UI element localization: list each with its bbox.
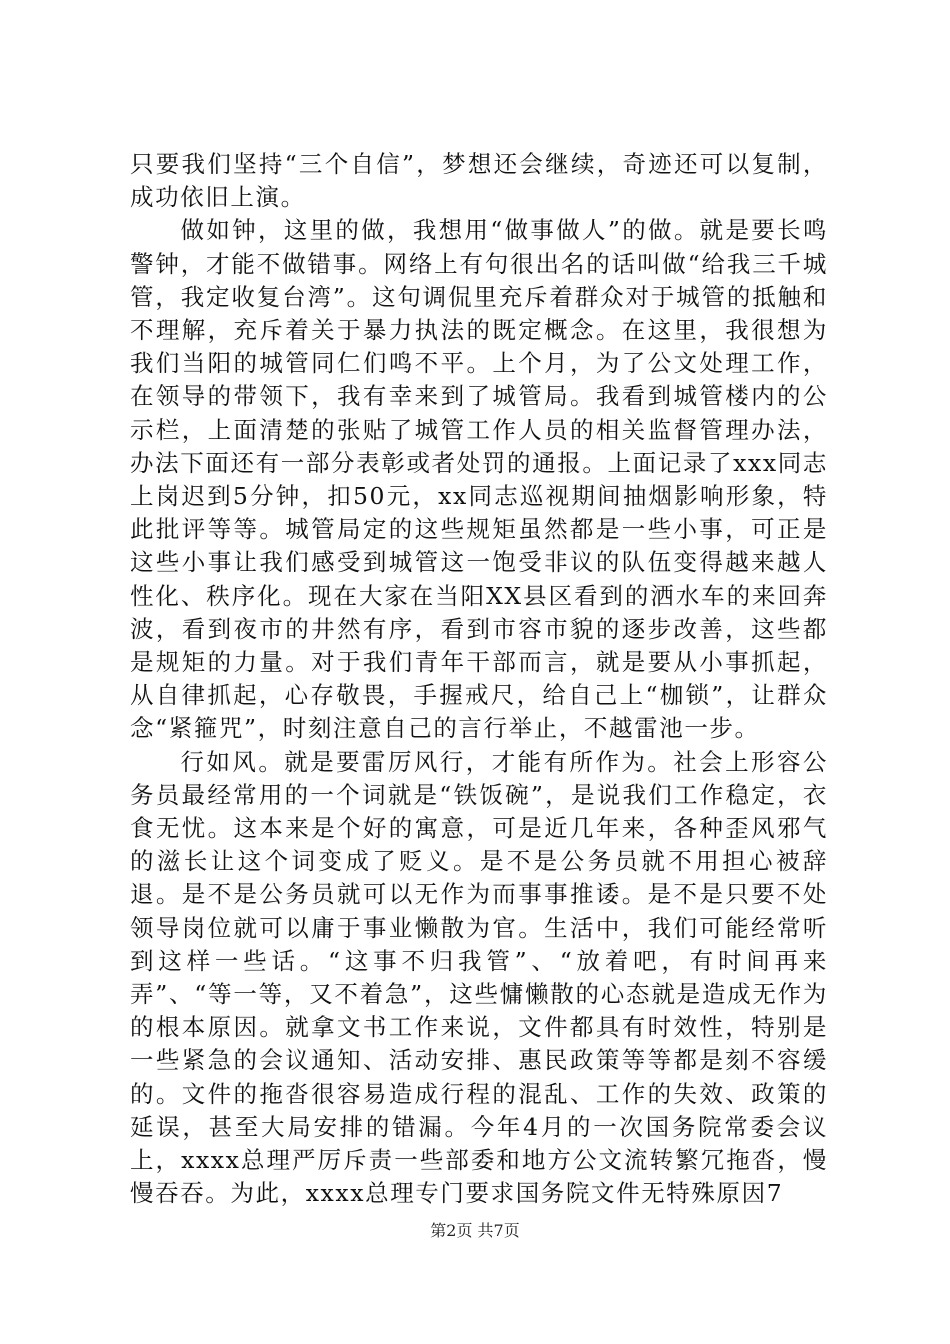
page-number-footer: 第2页 共7页 [430, 1221, 520, 1240]
paragraph-continuation: 只要我们坚持“三个自信”，梦想还会继续，奇迹还可以复制，成功依旧上演。 [130, 150, 828, 212]
paragraph-xing-ru-feng: 行如风。就是要雷厉风行，才能有所作为。社会上形容公务员最经常用的一个词就是“铁饭碗”，是说我们工作稳定，衣食无忧。这本来是个好的寓意，可是近几年来，各种歪风邪气的滋长让这个词变成了贬义。是不是公务员就不用担心被辞退。是不是公务员就可以无作为而事事推诿。是不是只要不处领导岗位就可以庸于事业懒散为官。生活中，我们可能经常听到这样一些话。“这事不归我管”、“放着吧，有时间再来弄”、“等一等，又不着急”，这些慵懒散的心态就是造成无作为的根本原因。就拿文书工作来说，文件都具有时效性，特别是一些紧急的会议通知、活动安排、惠民政策等等都是刻不容缓的。文件的拖沓很容易造成行程的混乱、工作的失效、政策的延误，甚至大局安排的错漏。今年4月的一次国务院常委会议上，xxxx总理严厉斥责一些部委和地方公文流转繁冗拖沓，慢慢吞吞。为此，xxxx总理专门要求国务院文件无特殊原因7 [130, 747, 828, 1208]
document-body [130, 148, 828, 1211]
paragraph-zuo-ru-zhong: 做如钟，这里的做，我想用“做事做人”的做。就是要长鸣警钟，才能不做错事。网络上有句很出名的话叫做“给我三千城管，我定收复台湾”。这句调侃里充斥着群众对于城管的抵触和不理解，充斥着关于暴力执法的既定概念。在这里，我很想为我们当阳的城管同仁们鸣不平。上个月，为了公文处理工作，在领导的带领下，我有幸来到了城管局。我看到城管楼内的公示栏，上面清楚的张贴了城管工作人员的相关监督管理办法，办法下面还有一部分表彰或者处罚的通报。上面记录了xxx同志上岗迟到5分钟，扣50元，xx同志巡视期间抽烟影响形象，特此批评等等。城管局定的这些规矩虽然都是一些小事，可正是这些小事让我们感受到城管这一饱受非议的队伍变得越来越人性化、秩序化。现在大家在当阳XX县区看到的洒水车的来回奔波，看到夜市的井然有序，看到市容市貌的逐步改善，这些都是规矩的力量。对于我们青年干部而言，就是要从小事抓起，从自律抓起，心存敬畏，手握戒尺，给自己上“枷锁”，让群众念“紧箍咒”，时刻注意自己的言行举止，不越雷池一步。 [130, 216, 828, 743]
